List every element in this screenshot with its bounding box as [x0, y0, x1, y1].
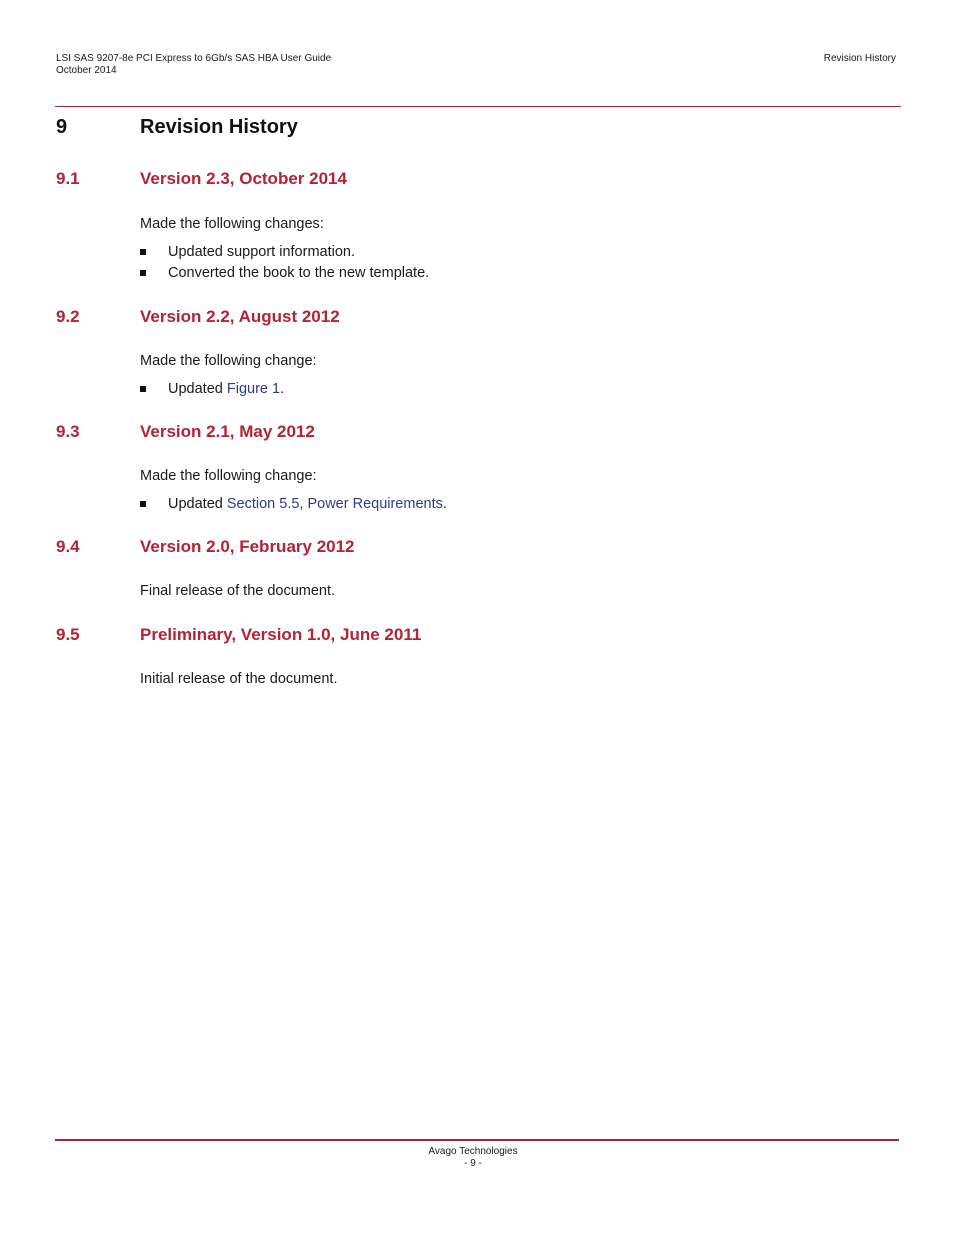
- page-number: - 9 -: [464, 1158, 482, 1169]
- page-footer: [0, 1146, 946, 1170]
- square-bullet-icon: [140, 270, 146, 276]
- section-intro: Initial release of the document.: [140, 671, 338, 687]
- chapter-number: 9: [56, 116, 68, 138]
- document-title: LSI SAS 9207-8e PCI Express to 6Gb/s SAS HBA User Guide: [56, 53, 332, 64]
- section-intro: Final release of the document.: [140, 583, 336, 599]
- list-item-prefix: Updated: [168, 496, 227, 512]
- header-rule: [55, 106, 901, 107]
- list-item-text: Updated support information.: [168, 244, 355, 260]
- section-heading-9-5: [56, 624, 856, 646]
- chapter-title: Revision History: [140, 116, 298, 138]
- section-number: 9.4: [56, 537, 80, 556]
- running-header-section: Revision History: [823, 53, 896, 64]
- square-bullet-icon: [140, 386, 146, 392]
- list-item-suffix: .: [280, 381, 285, 397]
- section-intro: Made the following change:: [140, 353, 317, 369]
- list-item-prefix: Updated: [168, 381, 227, 397]
- section-number: 9.5: [56, 625, 80, 644]
- running-header-left: [56, 53, 331, 77]
- list-item-suffix: .: [442, 496, 447, 512]
- section-title: Preliminary, Version 1.0, June 2011: [140, 625, 422, 644]
- section-heading-9-4: [56, 536, 856, 558]
- section-number: 9.2: [56, 307, 80, 326]
- figure-1-link[interactable]: Figure 1: [226, 381, 281, 397]
- list-item-text: [168, 495, 447, 513]
- footer-company: Avago Technologies: [428, 1146, 518, 1157]
- square-bullet-icon: [140, 249, 146, 255]
- list-item-text: [168, 380, 284, 398]
- section-intro: Made the following changes:: [140, 216, 324, 232]
- list-item-text: Converted the book to the new template.: [168, 265, 430, 281]
- section-number: 9.3: [56, 422, 80, 441]
- section-title: Version 2.1, May 2012: [140, 422, 315, 441]
- section-title: Version 2.0, February 2012: [140, 537, 355, 556]
- section-title: Version 2.3, October 2014: [140, 169, 347, 188]
- section-number: 9.1: [56, 169, 80, 188]
- section-title: Version 2.2, August 2012: [140, 307, 340, 326]
- square-bullet-icon: [140, 501, 146, 507]
- section-heading-9-3: [56, 421, 856, 443]
- section-heading-9-1: [56, 168, 856, 190]
- section-heading-9-2: [56, 306, 856, 328]
- document-date: October 2014: [56, 65, 117, 76]
- power-requirements-link[interactable]: Section 5.5, Power Requirements: [226, 496, 443, 512]
- footer-rule: [55, 1139, 899, 1141]
- section-intro: Made the following change:: [140, 468, 317, 484]
